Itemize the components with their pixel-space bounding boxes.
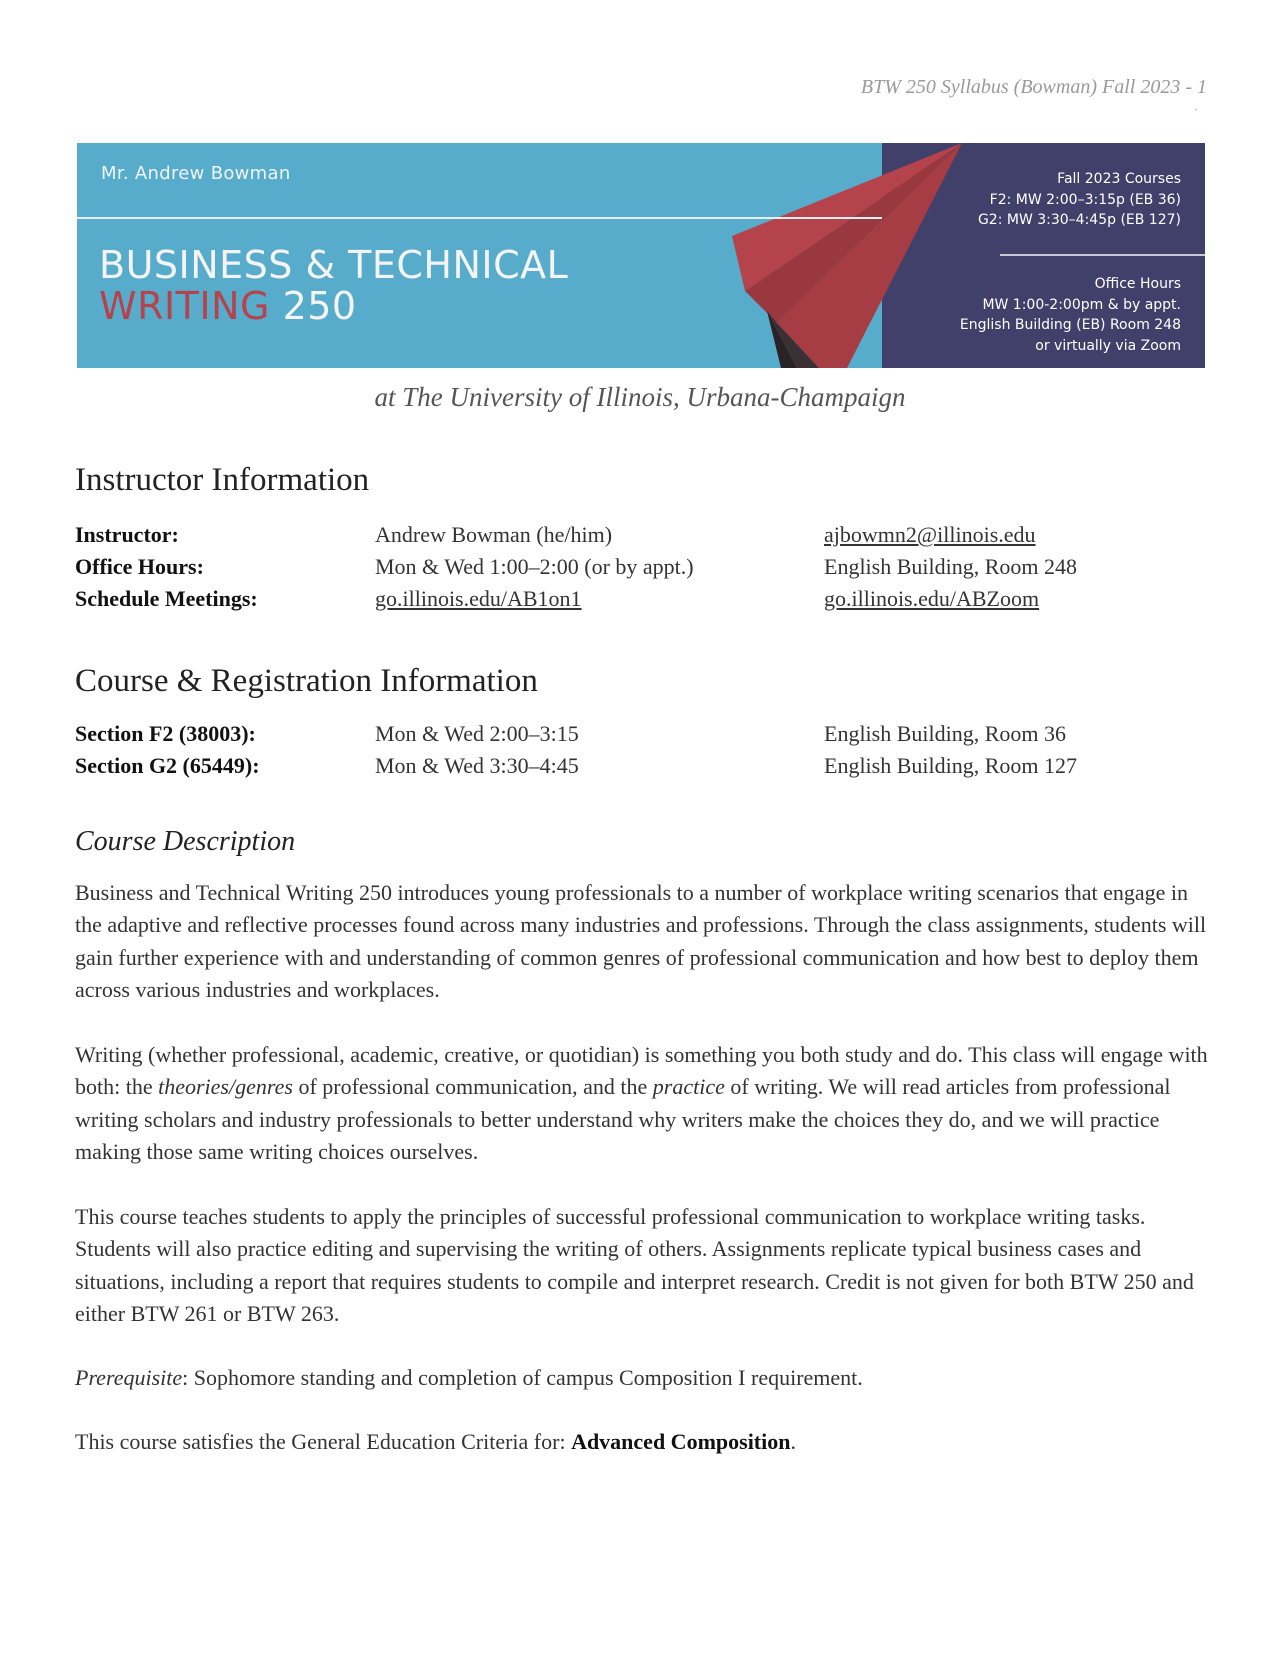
banner-courses (978, 169, 1181, 231)
course-banner (77, 143, 1205, 368)
email-link[interactable]: ajbowmn2@illinois.edu (824, 522, 1036, 547)
info-row-schedule (75, 586, 1205, 616)
emphasis-practice: practice (652, 1074, 725, 1100)
prerequisite-label: Prerequisite (75, 1365, 183, 1390)
banner-office-virtual: or virtually via Zoom (1035, 337, 1181, 354)
row-label: Section G2 (65449): (75, 753, 260, 778)
banner-office-place: English Building (EB) Room 248 (959, 317, 1181, 333)
info-row-office-hours (75, 554, 1205, 584)
banner-title-number: 250 (282, 284, 357, 328)
zoom-link[interactable]: go.illinois.edu/ABZoom (824, 586, 1040, 611)
running-header: BTW 250 Syllabus (Bowman) Fall 2023 - 1 (860, 76, 1207, 98)
banner-office-heading: Office Hours (1094, 276, 1181, 292)
row-label: Office Hours: (75, 554, 204, 579)
instructor-info-heading: Instructor Information (75, 462, 370, 498)
banner-office-hours (960, 274, 1181, 356)
row-value: Mon & Wed 2:00–3:15 (375, 721, 579, 746)
row-value: Mon & Wed 3:30–4:45 (375, 753, 579, 778)
row-location: English Building, Room 127 (824, 753, 1078, 778)
banner-divider (77, 217, 882, 219)
row-value: Andrew Bowman (he/him) (375, 522, 613, 547)
course-description-heading: Course Description (75, 826, 296, 857)
banner-course-g2: G2: MW 3:30–4:45p (EB 127) (977, 212, 1181, 228)
banner-title-line2 (99, 284, 357, 328)
one-on-one-link[interactable]: go.illinois.edu/AB1on1 (375, 586, 582, 611)
emphasis-theories: theories/genres (158, 1074, 293, 1100)
prerequisite-paragraph: Prerequisite: Sophomore standing and completion of campus Composition I requirement. (75, 1365, 863, 1390)
banner-office-time: MW 1:00-2:00pm & by appt. (982, 296, 1181, 313)
description-paragraph-3: This course teaches students to apply the principles of successful professional communication to workplace writing tasks. Students will also practice editing and supervising the writing of others. Assignments replicate typical business cases and situations, including a report that requires students to compile and interpret research. Credit is not given for both BTW 250 and either BTW 261 or BTW 263. (75, 1204, 1194, 1326)
gened-category: Advanced Composition (571, 1429, 791, 1454)
banner-title-line1: BUSINESS & TECHNICAL (99, 243, 569, 287)
university-subtitle: at The University of Illinois, Urbana-Champaign (374, 382, 906, 412)
row-location: English Building, Room 248 (824, 554, 1078, 579)
row-value: Mon & Wed 1:00–2:00 (or by appt.) (375, 554, 694, 579)
row-label: Section F2 (38003): (75, 721, 256, 746)
description-paragraph-2: Writing (whether professional, academic, creative, or quotidian) is something you both study and do. This class will engage with both: the theories/genres of professional communication, and the practice of writing. We will read articles from professional writing scholars and industry professionals to better understand why writers make the choices they do, and we will practice making those same writing choices ourselves. (75, 1042, 1208, 1164)
banner-title-writing: WRITING (99, 284, 270, 328)
banner-instructor-name: Mr. Andrew Bowman (101, 163, 291, 184)
running-header-mark: ` (1194, 106, 1198, 120)
banner-divider-right (1000, 254, 1205, 256)
row-label: Instructor: (75, 522, 179, 547)
course-registration-heading: Course & Registration Information (75, 663, 538, 699)
row-location: English Building, Room 36 (824, 721, 1067, 746)
section-row-g2 (75, 753, 1205, 783)
banner-course-f2: F2: MW 2:00–3:15p (EB 36) (989, 191, 1181, 208)
banner-courses-heading: Fall 2023 Courses (1057, 171, 1181, 187)
row-label: Schedule Meetings: (75, 586, 258, 611)
description-paragraph-1: Business and Technical Writing 250 introduces young professionals to a number of workplace writing scenarios that engage in the adaptive and reflective processes found across many industries and professions. Through the class assignments, students will gain further experience with and understanding of common genres of professional communication and how best to deploy them across various industries and workplaces. (75, 880, 1207, 1002)
info-row-instructor (75, 522, 1205, 552)
gened-paragraph: This course satisfies the General Education Criteria for: Advanced Composition. (75, 1429, 796, 1454)
section-row-f2 (75, 721, 1205, 751)
